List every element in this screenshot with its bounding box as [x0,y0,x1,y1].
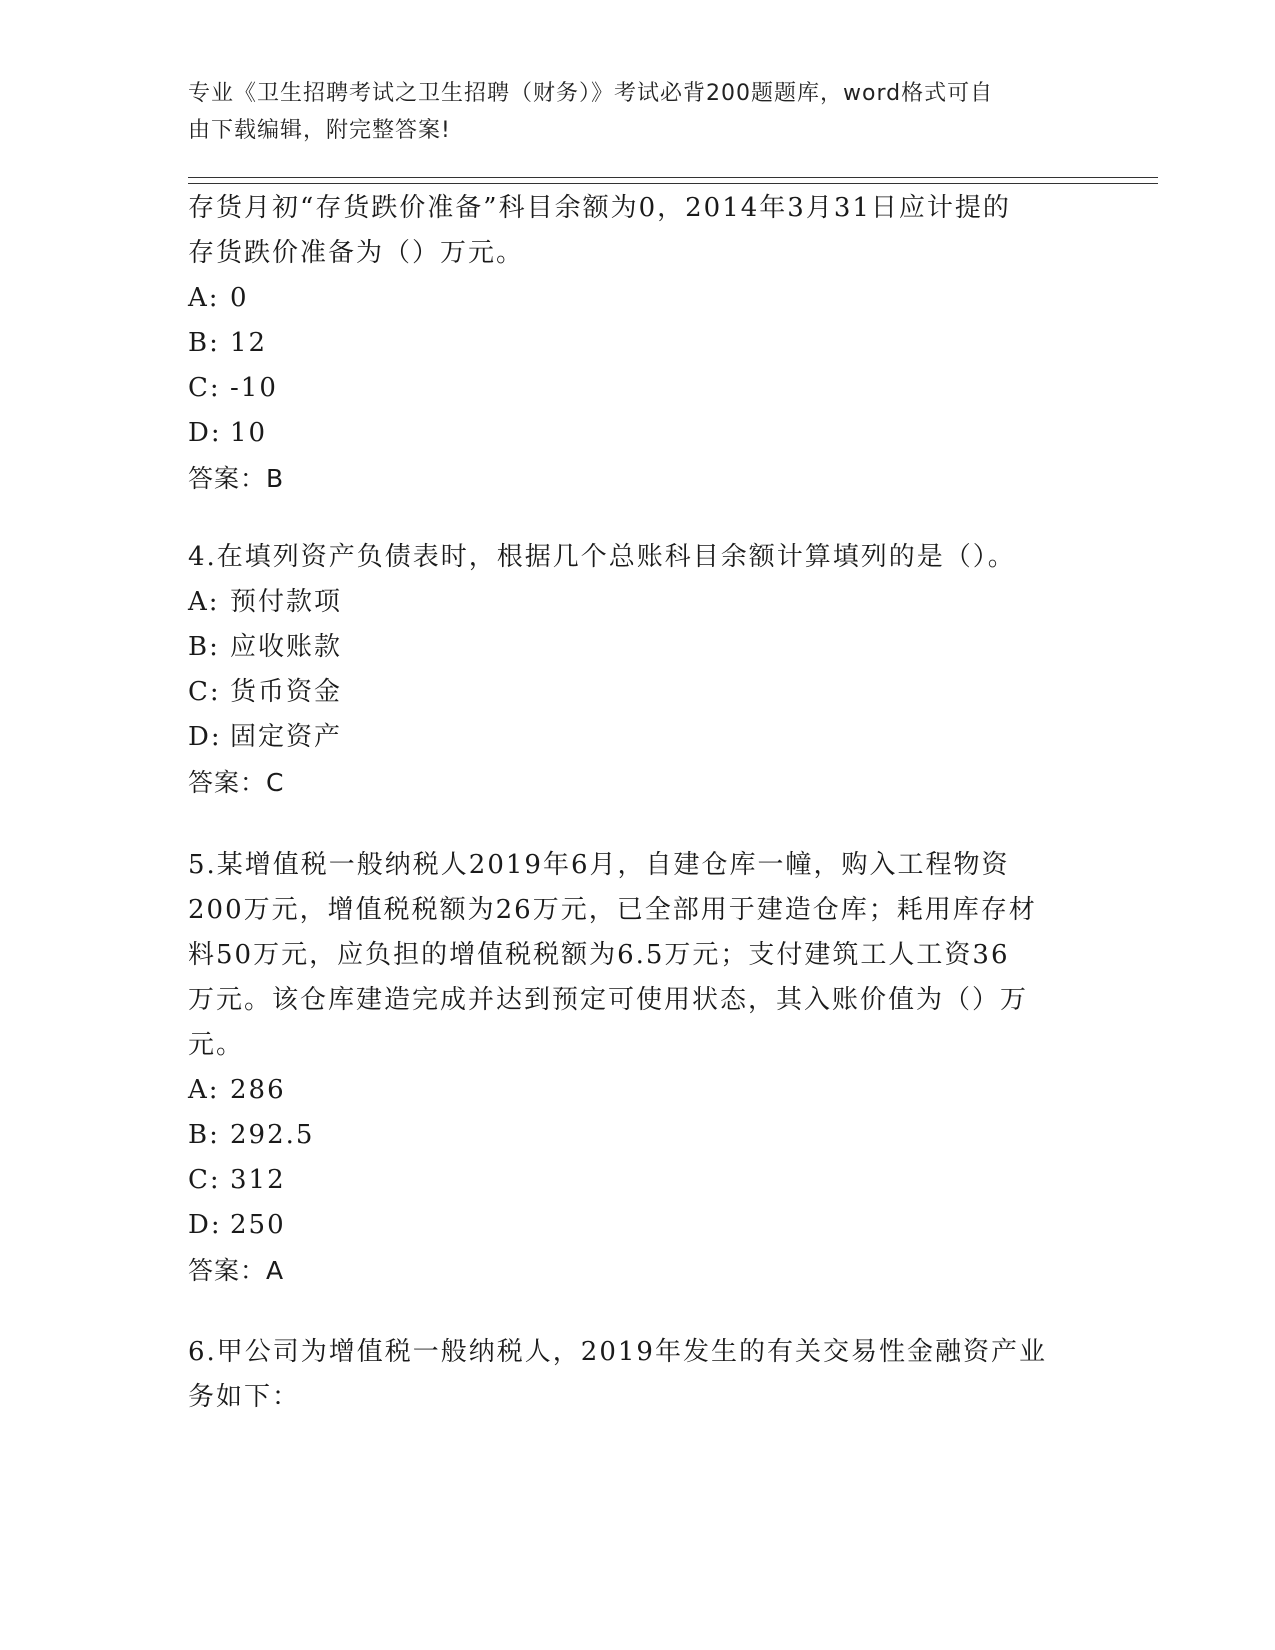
option-text: 292.5 [230,1120,315,1150]
option-text: -10 [230,373,278,403]
option-text: 312 [230,1165,286,1195]
option-d [188,1203,1068,1248]
option-c [188,1158,1068,1203]
option-b [188,1113,1068,1158]
question-stem-line: 200万元，增值税税额为26万元，已全部用于建造仓库；耗用库存材 [188,895,1037,925]
option-text: 250 [230,1210,286,1240]
question-stem-line: 5.某增值税一般纳税人2019年6月，自建仓库一幢，购入工程物资 [188,850,1010,880]
option-a [188,580,1068,625]
option-text: 应收账款 [230,632,343,662]
option-a [188,1068,1068,1113]
header-divider-bottom [188,183,1158,184]
option-c [188,366,1068,411]
question-4 [188,535,1068,805]
option-text: 固定资产 [230,722,343,752]
question-stem-line: 务如下： [188,1382,301,1412]
option-b [188,321,1068,366]
answer-line: 答案：B [188,464,285,493]
option-label: B: [188,632,220,662]
header-line-1: 专业《卫生招聘考试之卫生招聘（财务）》考试必背200题题库，word格式可自 [188,81,994,106]
option-c [188,670,1068,715]
option-label: D: [188,722,222,752]
document-header [188,75,1088,149]
header-divider-top [188,177,1158,178]
option-text: 预付款项 [230,587,343,617]
option-d [188,411,1068,456]
option-label: A: [188,1075,220,1105]
question-stem-line: 料50万元，应负担的增值税税额为6.5万元；支付建筑工人工资36 [188,940,1010,970]
option-label: D: [188,1210,222,1240]
answer-line: 答案：C [188,768,285,797]
header-line-2: 由下载编辑，附完整答案! [188,118,451,143]
question-5 [188,843,1068,1293]
option-label: B: [188,328,220,358]
option-label: C: [188,677,221,707]
option-label: A: [188,587,220,617]
option-a [188,276,1068,321]
option-text: 0 [230,283,249,313]
option-label: C: [188,373,221,403]
question-stem-line: 6.甲公司为增值税一般纳税人，2019年发生的有关交易性金融资产业 [188,1337,1047,1367]
option-text: 12 [230,328,268,358]
option-text: 10 [230,418,268,448]
option-text: 货币资金 [230,677,343,707]
question-3 [188,186,1068,501]
question-stem-line: 元。 [188,1030,245,1060]
answer-line: 答案：A [188,1256,285,1285]
option-label: A: [188,283,220,313]
question-stem-line: 4.在填列资产负债表时，根据几个总账科目余额计算填列的是（）。 [188,542,1016,572]
question-6 [188,1330,1068,1420]
option-label: D: [188,418,222,448]
question-stem-line: 存货跌价准备为（）万元。 [188,238,525,268]
option-d [188,715,1068,760]
option-text: 286 [230,1075,286,1105]
question-stem-line: 万元。该仓库建造完成并达到预定可使用状态，其入账价值为（）万 [188,985,1029,1015]
option-b [188,625,1068,670]
question-stem-line: 存货月初“存货跌价准备”科目余额为0，2014年3月31日应计提的 [188,193,1011,223]
option-label: B: [188,1120,220,1150]
option-label: C: [188,1165,221,1195]
